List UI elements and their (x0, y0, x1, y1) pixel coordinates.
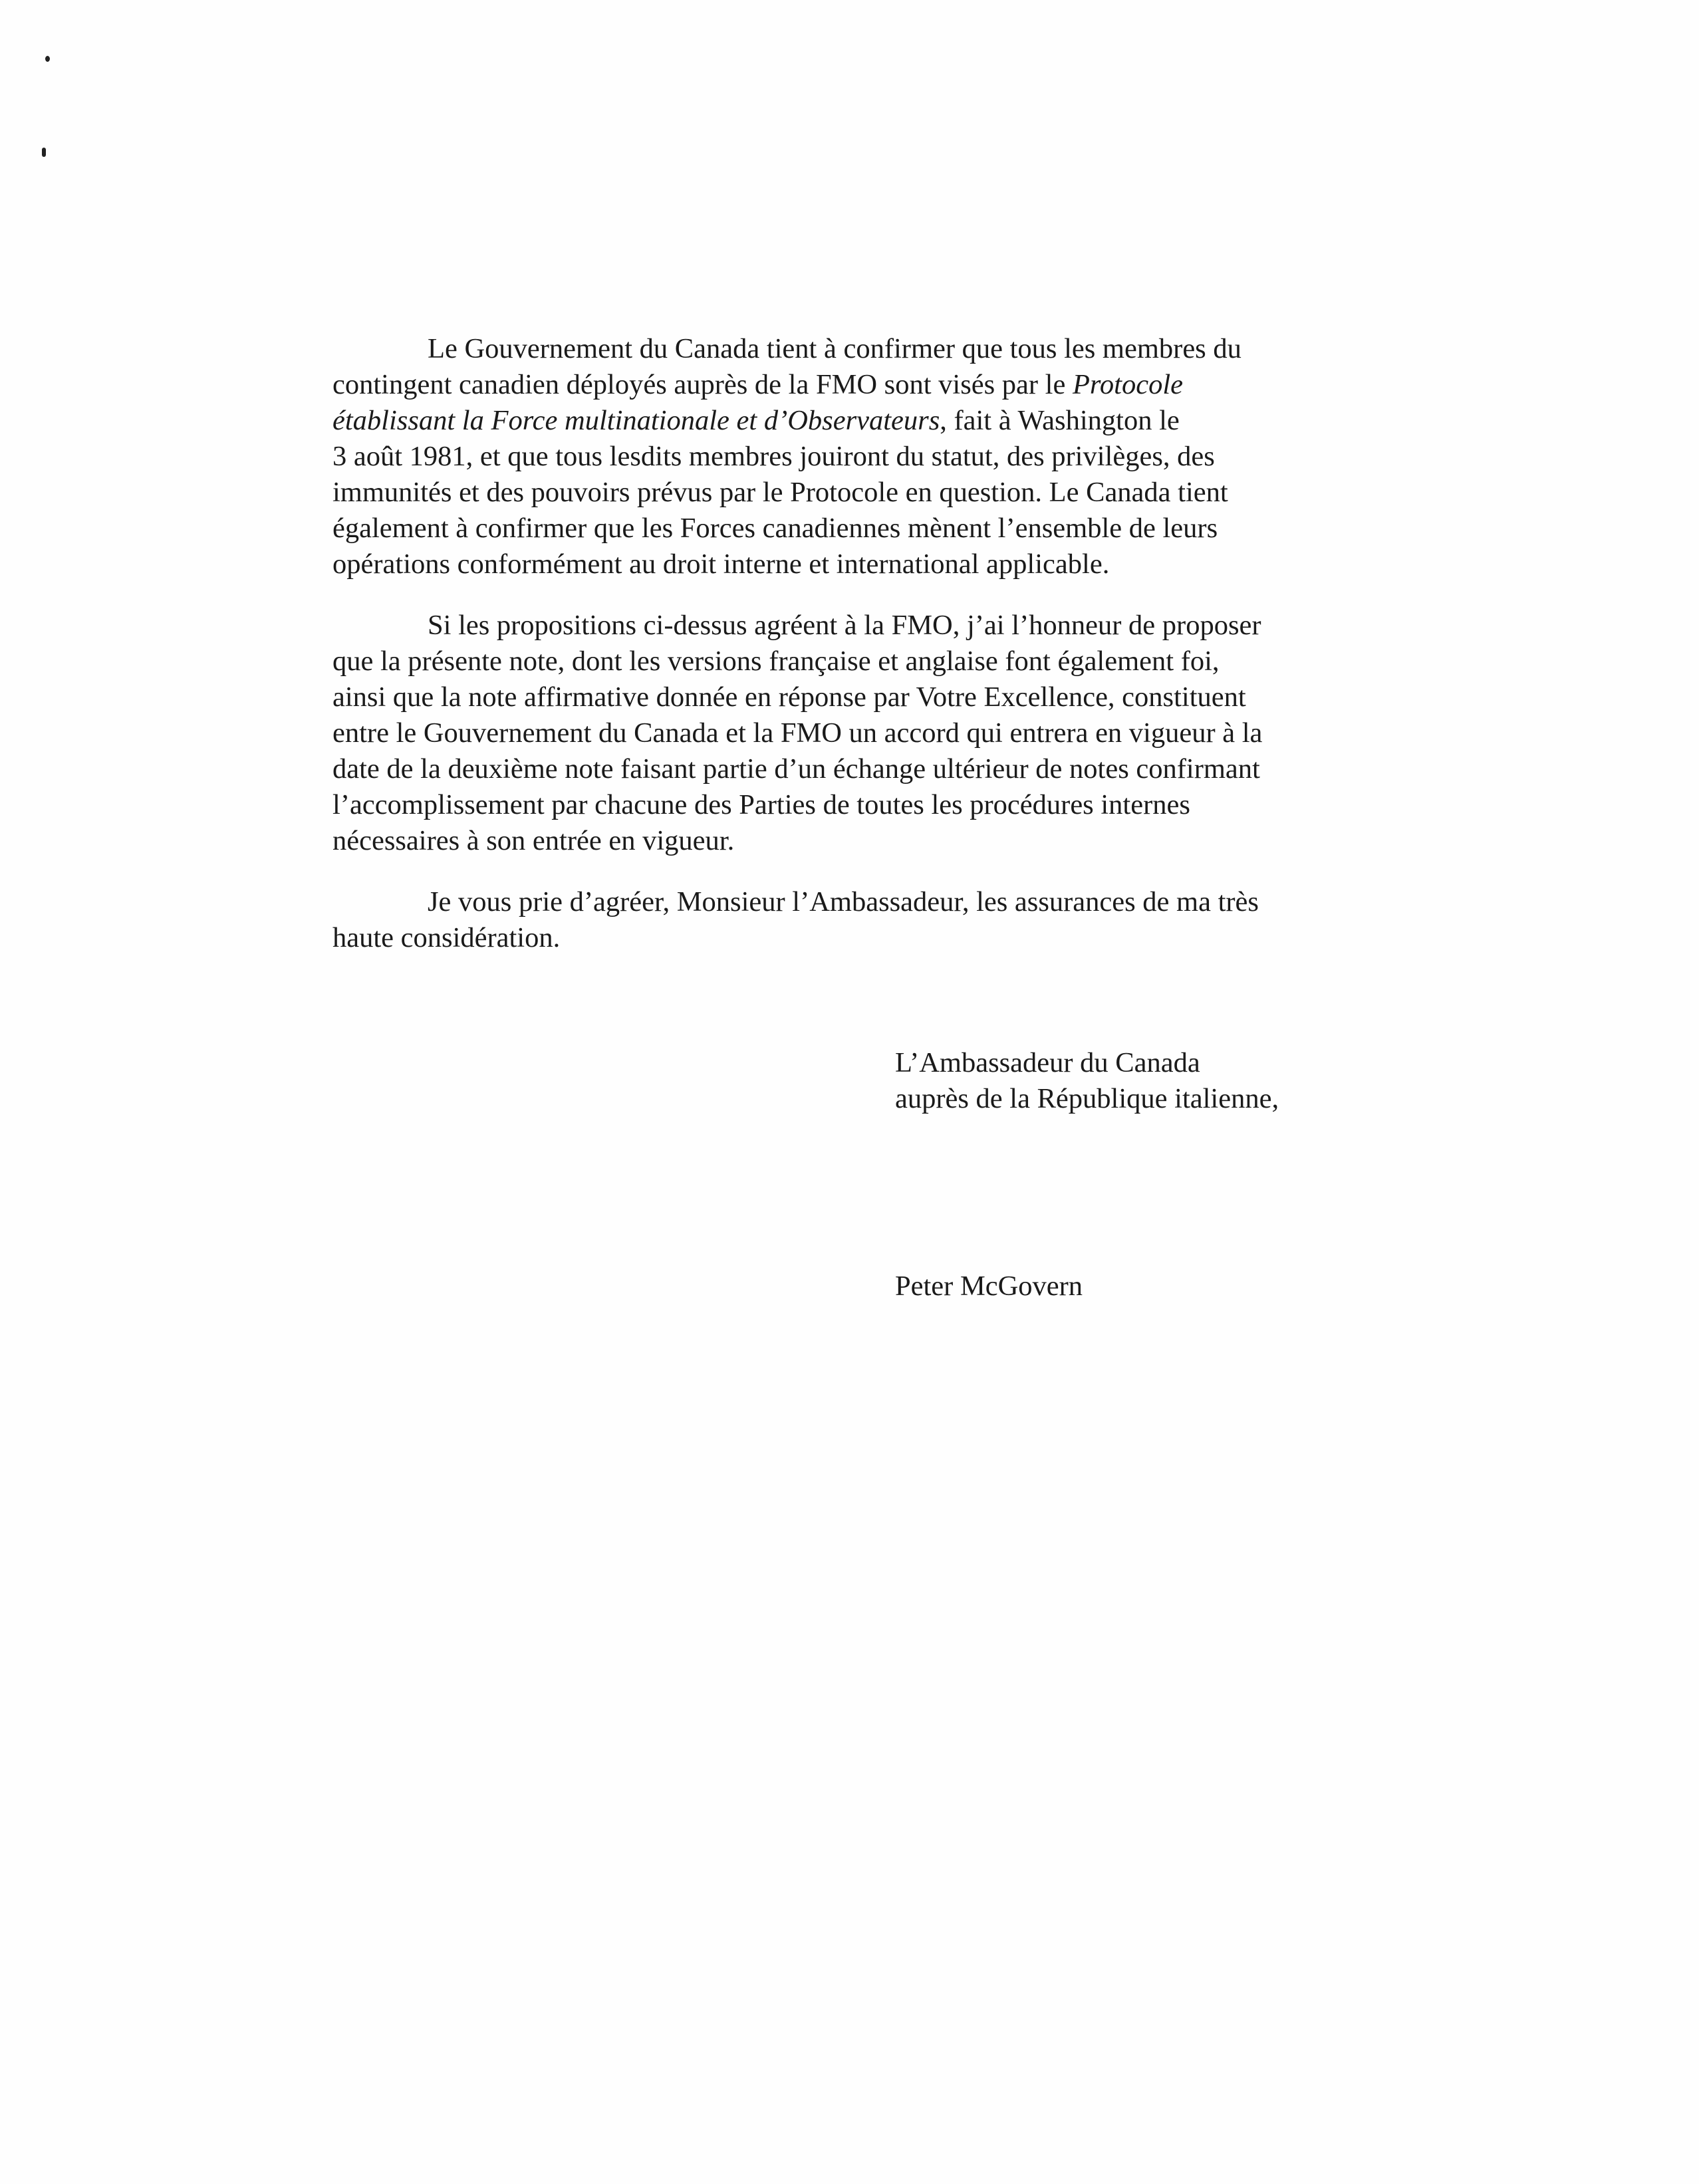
signature-block (895, 1045, 1279, 1117)
text-line (332, 475, 1370, 511)
signer-name: Peter McGovern (895, 1271, 1083, 1302)
scan-speck (45, 56, 50, 62)
text-line (332, 823, 1370, 859)
text-line (332, 751, 1370, 787)
signature-title-line2: auprès de la République italienne, (895, 1083, 1279, 1114)
text-run: ainsi que la note affirmative donnée en réponse par Votre Excellence, constituent (332, 681, 1246, 713)
letter-body (332, 331, 1370, 981)
text-line (332, 644, 1370, 679)
text-line (332, 920, 1370, 956)
scan-speck (42, 148, 46, 157)
text-run: , fait à Washington le (940, 405, 1180, 436)
text-line (332, 546, 1370, 582)
text-line (332, 787, 1370, 823)
text-run: que la présente note, dont les versions française et anglaise font également foi, (332, 646, 1220, 677)
paragraph (332, 884, 1370, 956)
italic-text: Protocole (1072, 369, 1183, 400)
text-run: Si les propositions ci-dessus agréent à la FMO, j’ai l’honneur de proposer (428, 610, 1261, 641)
paragraph (332, 608, 1370, 859)
italic-text: établissant la Force multinationale et d’Observateurs (332, 405, 940, 436)
paragraph (332, 331, 1370, 582)
text-line (332, 403, 1370, 439)
text-run: date de la deuxième note faisant partie d’un échange ultérieur de notes confirmant (332, 753, 1260, 785)
text-run: immunités et des pouvoirs prévus par le Protocole en question. Le Canada tient (332, 477, 1228, 508)
text-line (332, 679, 1370, 715)
text-line (332, 511, 1370, 546)
text-line (332, 608, 1370, 644)
text-run: contingent canadien déployés auprès de la FMO sont visés par le (332, 369, 1073, 400)
text-line (332, 715, 1370, 751)
signature-title-line1: L’Ambassadeur du Canada (895, 1047, 1200, 1078)
text-run: 3 août 1981, et que tous lesdits membres jouiront du statut, des privilèges, des (332, 441, 1215, 472)
text-run: nécessaires à son entrée en vigueur. (332, 825, 735, 856)
text-run: Le Gouvernement du Canada tient à confirmer que tous les membres du (428, 333, 1242, 364)
text-line (332, 367, 1370, 403)
text-line (332, 439, 1370, 475)
text-line (332, 884, 1370, 920)
text-run: opérations conformément au droit interne et international applicable. (332, 548, 1110, 580)
text-run: entre le Gouvernement du Canada et la FMO un accord qui entrera en vigueur à la (332, 717, 1263, 749)
text-run: l’accomplissement par chacune des Parties de toutes les procédures internes (332, 789, 1190, 820)
text-run: haute considération. (332, 922, 561, 953)
text-run: également à confirmer que les Forces canadiennes mènent l’ensemble de leurs (332, 513, 1218, 544)
text-run: Je vous prie d’agréer, Monsieur l’Ambassadeur, les assurances de ma très (428, 886, 1259, 917)
text-line (332, 331, 1370, 367)
